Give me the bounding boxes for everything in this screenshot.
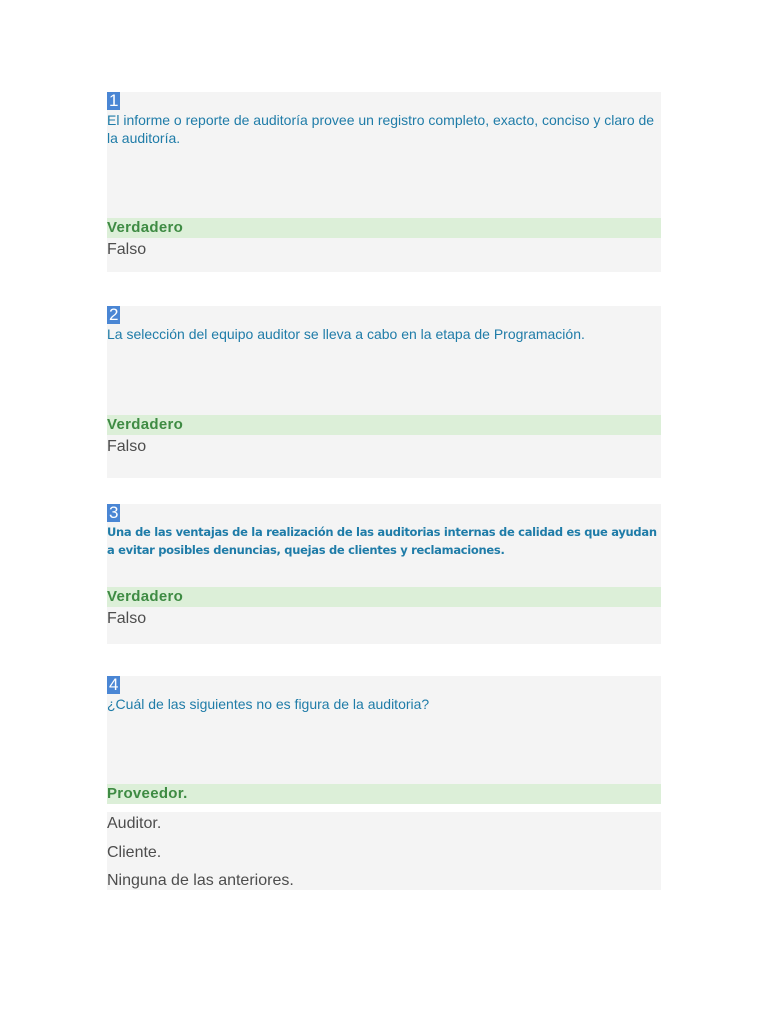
question-number: 3: [109, 503, 119, 522]
question-text: Una de las ventajas de la realización de las auditorias internas de calidad es que ayudan a evitar posibles denuncias, quejas de clientes y reclamaciones.: [107, 525, 657, 557]
answer-option[interactable]: Falso: [107, 610, 147, 627]
question-3: [107, 504, 661, 644]
answer-option[interactable]: Falso: [107, 241, 147, 258]
answer-correct[interactable]: Verdadero: [107, 587, 661, 607]
question-number: 2: [109, 305, 119, 324]
question-1: [107, 92, 661, 272]
question-number: 4: [109, 675, 119, 694]
question-text: El informe o reporte de auditoría provee un registro completo, exacto, conciso y claro de la auditoría.: [107, 112, 655, 146]
question-4: [107, 676, 661, 890]
question-text: La selección del equipo auditor se lleva a cabo en la etapa de Programación.: [107, 326, 585, 342]
answer-correct[interactable]: Proveedor.: [107, 784, 661, 804]
answer-correct[interactable]: Verdadero: [107, 218, 661, 238]
question-text: ¿Cuál de las siguientes no es figura de la auditoria?: [107, 696, 430, 712]
answer-option[interactable]: Auditor.: [107, 815, 162, 832]
answer-correct[interactable]: Verdadero: [107, 415, 661, 435]
question-number: 1: [109, 91, 119, 110]
answer-option[interactable]: Ninguna de las anteriores.: [107, 872, 294, 889]
question-2: [107, 306, 661, 478]
answer-option[interactable]: Cliente.: [107, 844, 162, 861]
answer-option[interactable]: Falso: [107, 438, 147, 455]
options-gap: [107, 804, 661, 812]
